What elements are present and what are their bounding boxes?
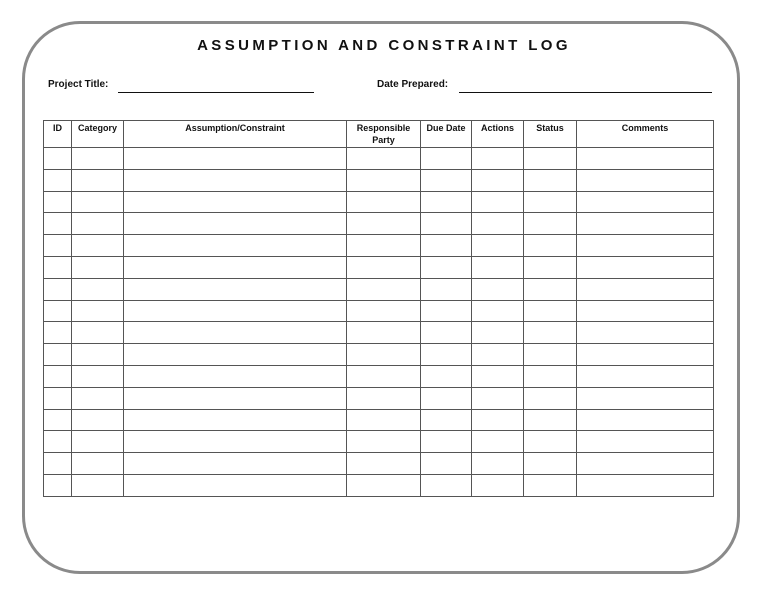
cell-status[interactable]: [524, 256, 577, 278]
cell-responsible-party[interactable]: [347, 365, 421, 387]
cell-actions[interactable]: [472, 431, 524, 453]
cell-id[interactable]: [44, 453, 72, 475]
project-title-field[interactable]: [118, 92, 314, 93]
cell-id[interactable]: [44, 169, 72, 191]
cell-id[interactable]: [44, 409, 72, 431]
table-row: [44, 322, 714, 344]
cell-status[interactable]: [524, 235, 577, 257]
table-row: [44, 148, 714, 170]
cell-due-date[interactable]: [421, 169, 472, 191]
cell-actions[interactable]: [472, 300, 524, 322]
cell-category[interactable]: [72, 256, 124, 278]
cell-category[interactable]: [72, 169, 124, 191]
cell-comments[interactable]: [577, 300, 714, 322]
table-row: [44, 191, 714, 213]
cell-due-date[interactable]: [421, 387, 472, 409]
table-row: [44, 235, 714, 257]
cell-id[interactable]: [44, 213, 72, 235]
cell-category[interactable]: [72, 409, 124, 431]
cell-comments[interactable]: [577, 365, 714, 387]
cell-id[interactable]: [44, 365, 72, 387]
table-row: [44, 169, 714, 191]
cell-responsible-party[interactable]: [347, 235, 421, 257]
project-title-label: Project Title:: [48, 79, 109, 90]
cell-assumption-constraint[interactable]: [124, 387, 347, 409]
column-header-id: ID: [44, 121, 72, 148]
cell-id[interactable]: [44, 278, 72, 300]
cell-responsible-party[interactable]: [347, 453, 421, 475]
cell-category[interactable]: [72, 322, 124, 344]
column-header-status: Status: [524, 121, 577, 148]
cell-assumption-constraint[interactable]: [124, 453, 347, 475]
cell-assumption-constraint[interactable]: [124, 322, 347, 344]
cell-assumption-constraint[interactable]: [124, 278, 347, 300]
table-row: [44, 474, 714, 496]
table-row: [44, 344, 714, 366]
cell-comments[interactable]: [577, 256, 714, 278]
cell-due-date[interactable]: [421, 474, 472, 496]
cell-comments[interactable]: [577, 409, 714, 431]
cell-assumption-constraint[interactable]: [124, 256, 347, 278]
table-row: [44, 409, 714, 431]
cell-due-date[interactable]: [421, 431, 472, 453]
cell-comments[interactable]: [577, 453, 714, 475]
cell-actions[interactable]: [472, 191, 524, 213]
column-header-assumption-constraint: Assumption/Constraint: [124, 121, 347, 148]
cell-responsible-party[interactable]: [347, 256, 421, 278]
cell-id[interactable]: [44, 431, 72, 453]
cell-assumption-constraint[interactable]: [124, 235, 347, 257]
cell-id[interactable]: [44, 191, 72, 213]
cell-assumption-constraint[interactable]: [124, 409, 347, 431]
cell-comments[interactable]: [577, 169, 714, 191]
cell-status[interactable]: [524, 191, 577, 213]
cell-due-date[interactable]: [421, 300, 472, 322]
cell-actions[interactable]: [472, 344, 524, 366]
cell-status[interactable]: [524, 387, 577, 409]
cell-actions[interactable]: [472, 256, 524, 278]
table-row: [44, 213, 714, 235]
cell-actions[interactable]: [472, 169, 524, 191]
date-prepared-field[interactable]: [459, 92, 712, 93]
cell-actions[interactable]: [472, 235, 524, 257]
document-title: ASSUMPTION AND CONSTRAINT LOG: [197, 37, 571, 54]
table-body: [44, 148, 714, 497]
cell-status[interactable]: [524, 169, 577, 191]
cell-assumption-constraint[interactable]: [124, 344, 347, 366]
cell-category[interactable]: [72, 344, 124, 366]
cell-actions[interactable]: [472, 278, 524, 300]
cell-category[interactable]: [72, 387, 124, 409]
table-row: [44, 387, 714, 409]
cell-actions[interactable]: [472, 453, 524, 475]
cell-actions[interactable]: [472, 409, 524, 431]
cell-status[interactable]: [524, 344, 577, 366]
cell-responsible-party[interactable]: [347, 344, 421, 366]
cell-comments[interactable]: [577, 474, 714, 496]
table-row: [44, 300, 714, 322]
cell-category[interactable]: [72, 474, 124, 496]
cell-assumption-constraint[interactable]: [124, 300, 347, 322]
table-row: [44, 453, 714, 475]
cell-status[interactable]: [524, 148, 577, 170]
cell-actions[interactable]: [472, 148, 524, 170]
cell-category[interactable]: [72, 453, 124, 475]
column-header-due-date: Due Date: [421, 121, 472, 148]
cell-id[interactable]: [44, 344, 72, 366]
cell-id[interactable]: [44, 387, 72, 409]
cell-due-date[interactable]: [421, 344, 472, 366]
cell-responsible-party[interactable]: [347, 431, 421, 453]
cell-responsible-party[interactable]: [347, 169, 421, 191]
cell-comments[interactable]: [577, 322, 714, 344]
cell-responsible-party[interactable]: [347, 474, 421, 496]
cell-comments[interactable]: [577, 191, 714, 213]
cell-assumption-constraint[interactable]: [124, 191, 347, 213]
cell-id[interactable]: [44, 148, 72, 170]
cell-comments[interactable]: [577, 148, 714, 170]
column-header-comments: Comments: [577, 121, 714, 148]
table-row: [44, 256, 714, 278]
cell-id[interactable]: [44, 322, 72, 344]
cell-due-date[interactable]: [421, 191, 472, 213]
cell-assumption-constraint[interactable]: [124, 431, 347, 453]
cell-comments[interactable]: [577, 431, 714, 453]
cell-status[interactable]: [524, 213, 577, 235]
cell-comments[interactable]: [577, 387, 714, 409]
table-row: [44, 431, 714, 453]
table-row: [44, 278, 714, 300]
cell-status[interactable]: [524, 409, 577, 431]
cell-due-date[interactable]: [421, 278, 472, 300]
cell-due-date[interactable]: [421, 256, 472, 278]
cell-category[interactable]: [72, 365, 124, 387]
cell-due-date[interactable]: [421, 365, 472, 387]
cell-responsible-party[interactable]: [347, 278, 421, 300]
cell-assumption-constraint[interactable]: [124, 365, 347, 387]
cell-category[interactable]: [72, 148, 124, 170]
cell-actions[interactable]: [472, 474, 524, 496]
table-header-row: [44, 121, 714, 148]
cell-due-date[interactable]: [421, 453, 472, 475]
cell-assumption-constraint[interactable]: [124, 148, 347, 170]
date-prepared-label: Date Prepared:: [377, 79, 449, 90]
cell-status[interactable]: [524, 365, 577, 387]
cell-due-date[interactable]: [421, 148, 472, 170]
cell-actions[interactable]: [472, 322, 524, 344]
cell-comments[interactable]: [577, 235, 714, 257]
cell-category[interactable]: [72, 431, 124, 453]
cell-responsible-party[interactable]: [347, 191, 421, 213]
cell-id[interactable]: [44, 474, 72, 496]
cell-category[interactable]: [72, 300, 124, 322]
cell-responsible-party[interactable]: [347, 148, 421, 170]
cell-comments[interactable]: [577, 213, 714, 235]
column-header-category: Category: [72, 121, 124, 148]
cell-actions[interactable]: [472, 365, 524, 387]
column-header-actions: Actions: [472, 121, 524, 148]
cell-responsible-party[interactable]: [347, 409, 421, 431]
cell-responsible-party[interactable]: [347, 387, 421, 409]
cell-due-date[interactable]: [421, 213, 472, 235]
cell-due-date[interactable]: [421, 409, 472, 431]
column-header-responsible-party: Responsible Party: [347, 121, 421, 148]
cell-id[interactable]: [44, 235, 72, 257]
cell-status[interactable]: [524, 300, 577, 322]
assumption-log-table: [43, 120, 714, 497]
cell-status[interactable]: [524, 431, 577, 453]
cell-responsible-party[interactable]: [347, 213, 421, 235]
cell-due-date[interactable]: [421, 235, 472, 257]
cell-status[interactable]: [524, 278, 577, 300]
cell-assumption-constraint[interactable]: [124, 474, 347, 496]
cell-assumption-constraint[interactable]: [124, 169, 347, 191]
cell-comments[interactable]: [577, 344, 714, 366]
cell-status[interactable]: [524, 322, 577, 344]
cell-due-date[interactable]: [421, 322, 472, 344]
cell-id[interactable]: [44, 256, 72, 278]
cell-actions[interactable]: [472, 213, 524, 235]
cell-responsible-party[interactable]: [347, 300, 421, 322]
cell-category[interactable]: [72, 278, 124, 300]
cell-category[interactable]: [72, 213, 124, 235]
cell-id[interactable]: [44, 300, 72, 322]
cell-status[interactable]: [524, 474, 577, 496]
cell-category[interactable]: [72, 235, 124, 257]
cell-comments[interactable]: [577, 278, 714, 300]
cell-actions[interactable]: [472, 387, 524, 409]
table-row: [44, 365, 714, 387]
cell-category[interactable]: [72, 191, 124, 213]
cell-status[interactable]: [524, 453, 577, 475]
cell-assumption-constraint[interactable]: [124, 213, 347, 235]
cell-responsible-party[interactable]: [347, 322, 421, 344]
